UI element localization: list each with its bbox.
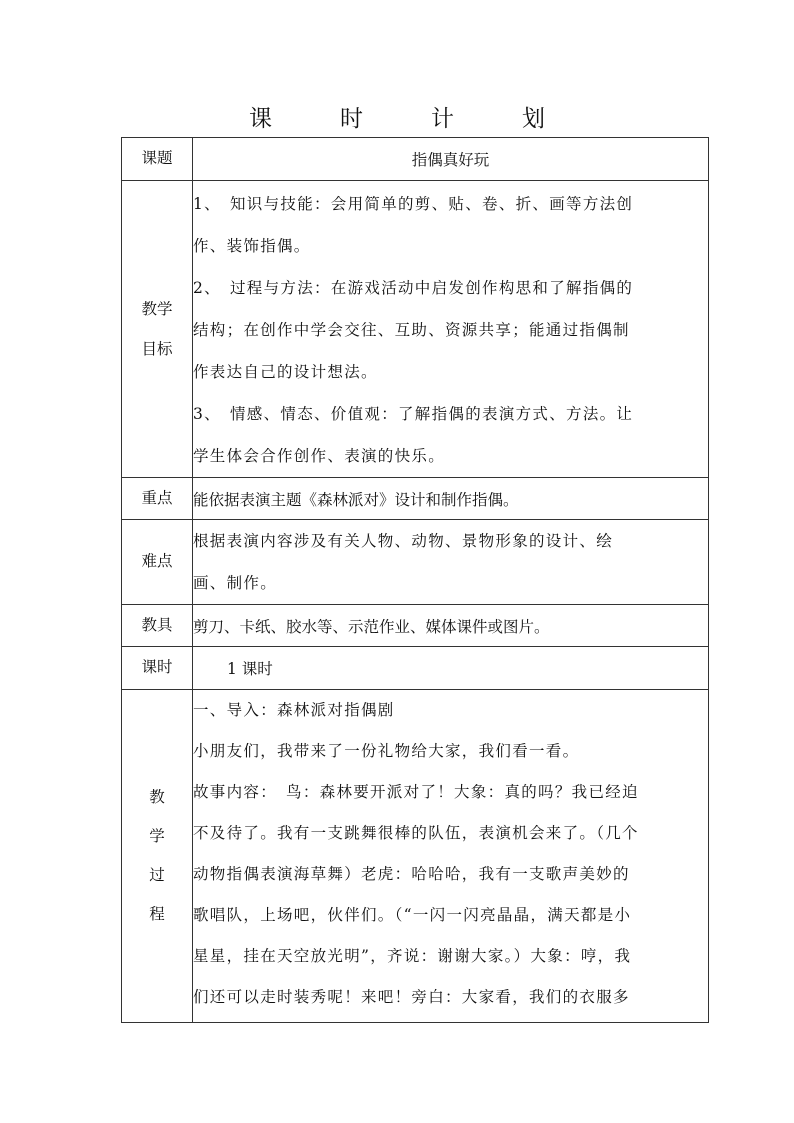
duration-row [122, 647, 709, 690]
process-row [122, 690, 709, 1023]
difficulty-label: 难点 [122, 520, 193, 605]
objectives-label-line: 教学 [141, 300, 173, 318]
objectives-line: 1、 知识与技能：会用简单的剪、贴、卷、折、画等方法创 [193, 195, 634, 213]
objectives-line: 作表达自己的设计想法。 [193, 363, 378, 381]
duration-value: 1 课时 [193, 647, 709, 690]
page-title [0, 100, 794, 133]
key-point-label: 重点 [122, 478, 193, 520]
objectives-label [122, 181, 193, 478]
objectives-line: 结构；在创作中学会交往、互助、资源共享；能通过指偶制 [193, 321, 630, 339]
duration-label: 课时 [122, 647, 193, 690]
objectives-content [193, 181, 709, 478]
process-line: 一、导入：森林派对指偶剧 [193, 701, 395, 719]
difficulty-line: 画、制作。 [193, 574, 278, 592]
objectives-line: 学生体会合作创作、表演的快乐。 [193, 447, 446, 465]
topic-row [122, 138, 709, 181]
process-line: 小朋友们，我带来了一份礼物给大家，我们看一看。 [193, 742, 580, 760]
process-content [193, 690, 709, 1023]
title-char: 划 [522, 106, 545, 132]
objectives-row [122, 181, 709, 478]
objectives-line: 2、 过程与方法：在游戏活动中启发创作构思和了解指偶的 [193, 279, 634, 297]
process-label-char: 学 [149, 827, 165, 845]
process-label [122, 690, 193, 1023]
process-label-char: 过 [149, 866, 165, 884]
process-line: 星星，挂在天空放光明”，齐说：谢谢大家。）大象：哼，我 [193, 947, 632, 965]
objectives-line: 3、 情感、情态、价值观：了解指偶的表演方式、方法。让 [193, 405, 634, 423]
topic-value: 指偶真好玩 [193, 138, 709, 181]
difficulty-content [193, 520, 709, 605]
process-line: 故事内容： 鸟：森林要开派对了！大象：真的吗？我已经迫 [193, 783, 639, 801]
process-line: 不及待了。我有一支跳舞很棒的队伍，表演机会来了。（几个 [193, 824, 639, 842]
tools-label: 教具 [122, 605, 193, 647]
objectives-label-line: 目标 [141, 340, 173, 358]
process-label-char: 教 [149, 788, 165, 806]
lesson-plan-table [121, 137, 709, 1023]
key-point-row [122, 478, 709, 520]
title-char: 时 [340, 106, 363, 132]
process-line: 歌唱队，上场吧，伙伴们。（“一闪一闪亮晶晶，满天都是小 [193, 906, 632, 924]
objectives-line: 作、装饰指偶。 [193, 237, 311, 255]
tools-value: 剪刀、卡纸、胶水等、示范作业、媒体课件或图片。 [193, 605, 709, 647]
difficulty-row [122, 520, 709, 605]
topic-label: 课题 [122, 138, 193, 181]
process-line: 们还可以走时装秀呢！来吧！旁白：大家看，我们的衣服多 [193, 988, 630, 1006]
title-char: 计 [431, 106, 454, 132]
key-point-value: 能依据表演主题《森林派对》设计和制作指偶。 [193, 478, 709, 520]
title-char: 课 [249, 106, 272, 132]
process-label-char: 程 [149, 905, 165, 923]
tools-row [122, 605, 709, 647]
difficulty-line: 根据表演内容涉及有关人物、动物、景物形象的设计、绘 [193, 532, 614, 550]
process-line: 动物指偶表演海草舞）老虎：哈哈哈，我有一支歌声美妙的 [193, 865, 630, 883]
